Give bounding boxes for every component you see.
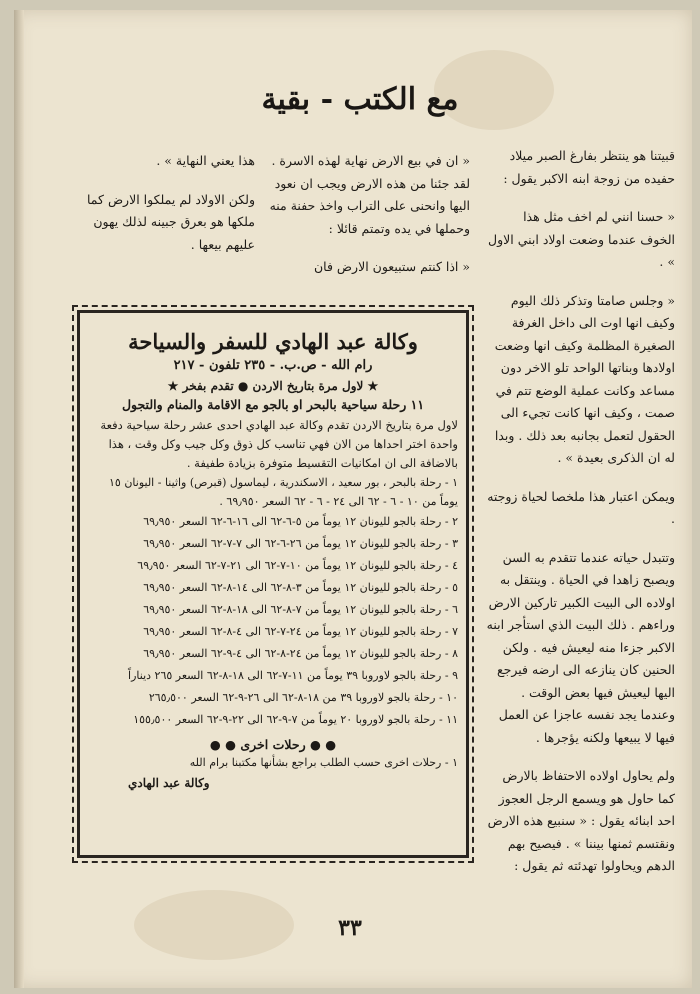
trip-item: ١١ - رحلة بالجو لاوروبا ٢٠ يوماً من ٧-٩-٦٢ الى ٢٢-٩-٦٢ السعر ١٥٥٫٥٠٠ — [133, 713, 458, 726]
paragraph: ولم يحاول اولاده الاحتفاظ بالارض كما حاول هو ويسمع الرجل العجوز احد ابنائه يقول : « سنبيع هذه الارض ونقتسم ثمنها بيننا » . فيصيح بهم الدهم ويحاولوا تهدئته ثم يقول : — [487, 768, 675, 873]
paper-stain — [134, 890, 294, 960]
ad-other-trips-heading: ● ● رحلات اخرى ● ● — [209, 737, 337, 752]
trip-item: ٢ - رحلة بالجو لليونان ١٢ يوماً من ٥-٦-٦٢ الى ١٦-٦-٦٢ السعر ٦٩٫٩٥٠ — [143, 515, 458, 528]
ad-subtitle: ١١ رحلة سياحية بالبحر او بالجو مع الاقامة والمنام والتجول — [121, 397, 425, 412]
left-column — [60, 150, 255, 272]
page-title: مع الكتب - بقية — [261, 82, 459, 117]
paragraph: « حسنا انني لم اخف مثل هذا الخوف عندما وضعت اولاد ابني الاول » . — [488, 209, 675, 269]
paragraph: ولكن الاولاد لم يملكوا الارض كما ملكها هو بعرق جبينه لذلك يهون عليهم بيعها . — [86, 191, 255, 252]
paragraph: ويمكن اعتبار هذا ملخصا لحياة زوجته . — [487, 488, 675, 526]
paragraph: هذا يعني النهاية » . — [156, 153, 255, 168]
ad-other-trips-text: ١ - رحلات اخرى حسب الطلب براجع بشأنها مكتبنا برام الله — [189, 756, 458, 769]
paragraph: وتتبدل حياته عندما تتقدم به السن ويصبح زاهدا في الحياة . وينتقل به اولاده الى البيت الكبير تاركين الارض وراءهم . ذلك البيت الذي استأجر ابنه الاكبر جزءا منه ليعيش فيه . ولكن الحنين كان ينازعه الى ارضه فيرجع اليها ليعيش فيها بعض الوقت . وعندما يجد نفسه عاجزا عن العمل فيها لا يبيعها ولكنه يؤجرها . — [486, 549, 675, 745]
ad-signature: وكالة عبد الهادي — [128, 776, 210, 790]
trip-item: ٥ - رحلة بالجو لليونان ١٢ يوماً من ٣-٨-٦٢ الى ١٤-٨-٦٢ السعر ٦٩٫٩٥٠ — [143, 581, 458, 594]
ad-address: رام الله - ص.ب. - ٢٣٥ تلفون - ٢١٧ — [173, 358, 373, 373]
trip-item: ٧ - رحلة بالجو لليونان ١٢ يوماً من ٢٤-٧-٦٢ الى ٤-٨-٦٢ السعر ٦٩٫٩٥٠ — [143, 625, 458, 638]
trip-item: ٣ - رحلة بالجو لليونان ١٢ يوماً من ٢٦-٦-٦٢ الى ٧-٧-٦٢ السعر ٦٩٫٩٥٠ — [143, 537, 458, 550]
ad-intro: لاول مرة بتاريخ الاردن تقدم وكالة عبد الهادي احدى عشر رحلة سياحية دفعة واحدة اختر احداها من الان فهي تناسب كل ذوق وكل جيب وكل وقت ، هذا بالاضافة الى ان امكانيات التقسيط متوفرة بزيادة طفيفة . — [100, 418, 458, 470]
middle-column — [260, 150, 470, 295]
paragraph: قبيتنا هو ينتظر بفارغ الصبر ميلاد حفيده من زوجة ابنه الاكبر يقول : — [503, 148, 675, 186]
ad-title: وكالة عبد الهادي للسفر والسياحة — [128, 329, 418, 354]
page-binding-edge — [14, 10, 24, 988]
trip-item: ١ - رحلة بالبحر ، بور سعيد ، الاسكندرية ، ليماسول (قبرص) واثينا - اليونان ١٥ يوماً من ١٠ - ٦ - ٦٢ الى ٢٤ - ٦ - ٦٢ السعر ٦٩٫٩٥٠ . — [109, 476, 458, 508]
travel-agency-advertisement — [77, 310, 469, 858]
trip-item: ١٠ - رحلة بالجو لاوروبا ٣٩ من ١٨-٨-٦٢ الى ٢٦-٩-٦٢ السعر ٢٦٥٫٥٠٠ — [148, 691, 458, 704]
page-number: ٣٣ — [338, 915, 362, 941]
right-column — [485, 145, 675, 894]
trip-item: ٦ - رحلة بالجو لليونان ١٢ يوماً من ٧-٨-٦٢ الى ١٨-٨-٦٢ السعر ٦٩٫٩٥٠ — [143, 603, 458, 616]
trip-item: ٤ - رحلة بالجو لليونان ١٢ يوماً من ١٠-٧-٦٢ الى ٢١-٧-٦٢ السعر ٦٩٫٩٥٠ — [137, 559, 458, 572]
paragraph: « وجلس صامتا وتذكر ذلك اليوم وكيف انها اوت الى داخل الغرفة الصغيرة المظلمة وكيف انها وضعت اولادها وبناتها الواحد تلو الاخر دون مساعد وكانت عملية الوضع تتم في صمت ، وكيف انها كانت تجيء الى الحقول لتعمل بجانبه بعد ذلك . وبدا له ان الذكرى بعيدة » . — [494, 292, 675, 465]
paragraph: « ان في بيع الارض نهاية لهذه الاسرة . لقد جئنا من هذه الارض ويجب ان نعود اليها وانحنى على التراب واخذ حفنة منه وحملها في يده وتمتم قائلا : — [269, 153, 470, 236]
trip-item: ٩ - رحلة بالجو لاوروبا ٣٩ يوماً من ١١-٧-٦٢ الى ١٨-٨-٦٢ السعر ٢٦٥ ديناراً — [128, 669, 458, 682]
ad-slogan: ★ لاول مرة بتاريخ الاردن ● تقدم بفخر ★ — [167, 379, 379, 393]
paragraph: « اذا كنتم ستبيعون الارض فان — [313, 259, 470, 274]
trip-item: ٨ - رحلة بالجو لليونان ١٢ يوماً من ٢٤-٨-٦٢ الى ٤-٩-٦٢ السعر ٦٩٫٩٥٠ — [143, 647, 458, 660]
